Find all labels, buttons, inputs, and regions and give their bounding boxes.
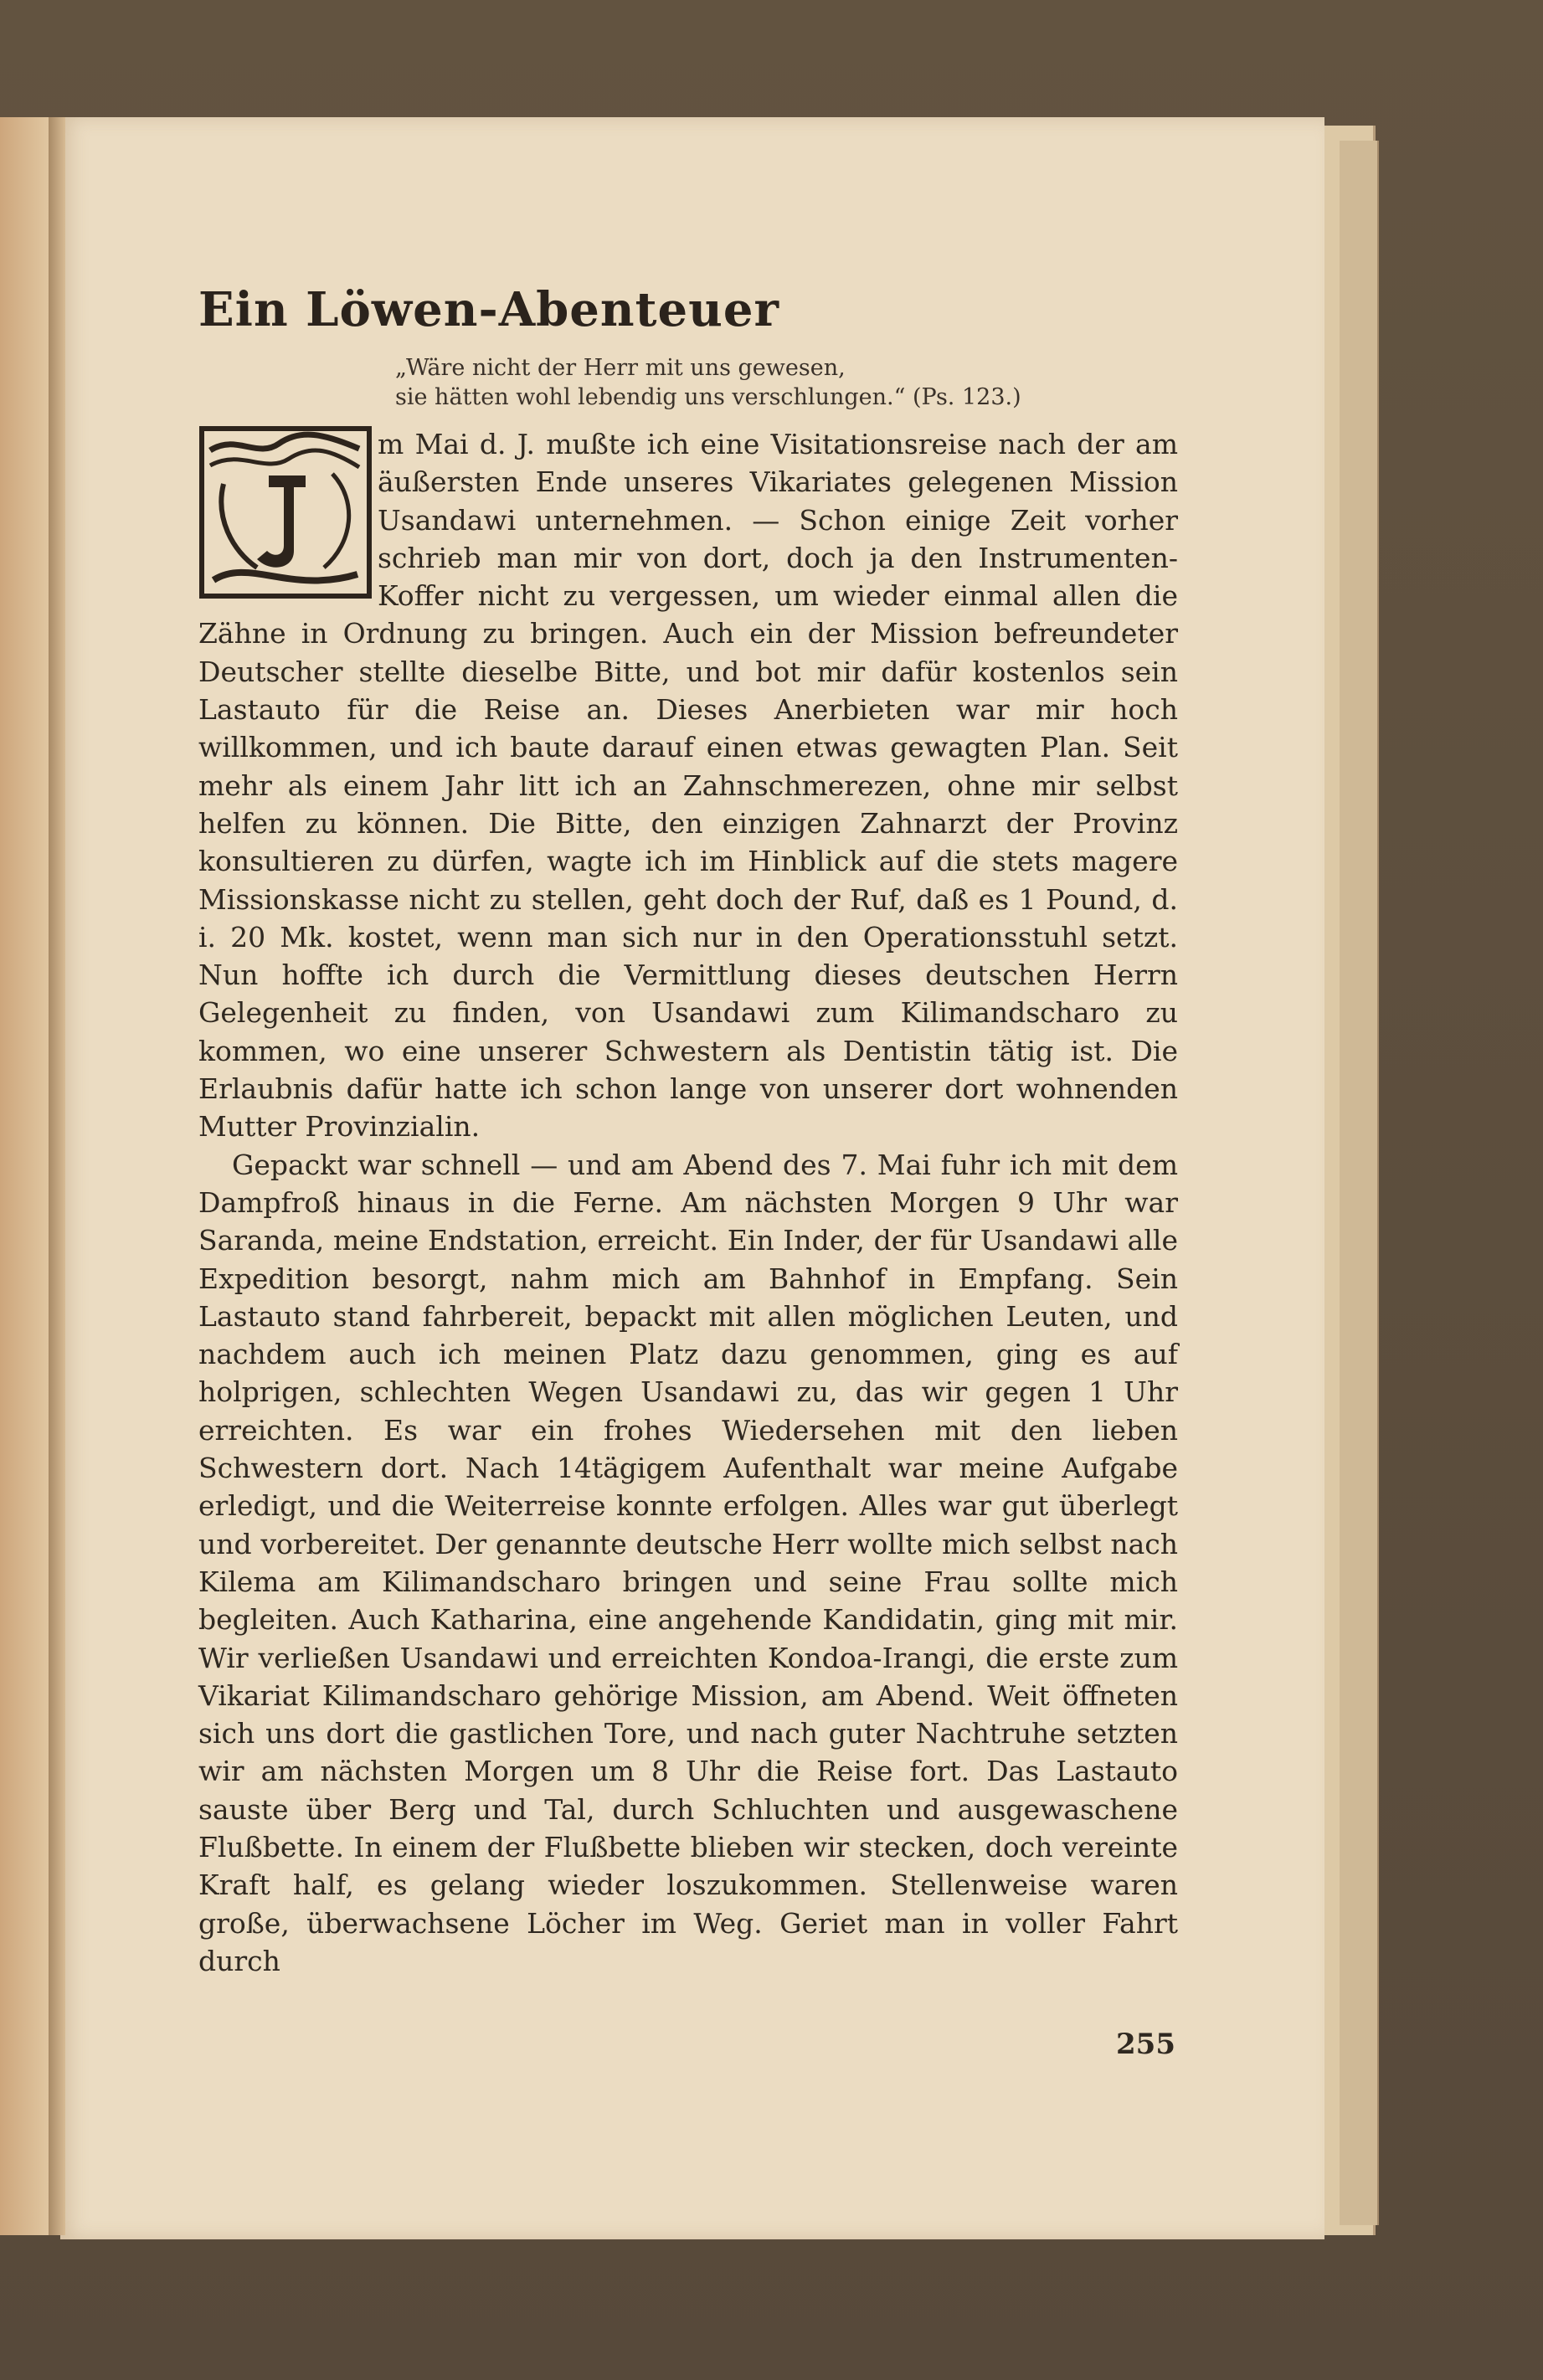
paragraph: Gepackt war schnell — und am Abend des 7. Mai fuhr ich mit dem Dampfroß hinaus in die Ferne. Am nächsten Morgen 9 Uhr war Saranda, meine Endstation, erreicht. Ein Inder, der für Usandawi alle Expedition besorgt, nahm mich am Bahnhof in Empfang. Sein Lastauto stand fahrbereit, bepackt mit allen möglichen Leuten, und nachdem auch ich meinen Platz dazu genommen, ging es auf holprigen, schlechten Wegen Usandawi zu, das wir gegen 1 Uhr erreichten. Es war ein frohes Wiedersehen mit den lieben Schwestern dort. Nach 14tägigem Aufenthalt war meine Aufgabe erledigt, und die Weiterreise konnte erfolgen. Alles war gut überlegt und vorbereitet. Der genannte deutsche Herr wollte mich selbst nach Kilema am Kilimandscharo bringen und seine Frau sollte mich begleiten. Auch Katharina, eine angehende Kandidatin, ging mit mir. Wir verließen Usandawi und erreichten Kondoa-Irangi, die erste zum Vikariat Kilimandscharo gehörige Mission, am Abend. Weit öffneten sich uns dort die gastlichen Tore, und nach guter Nachtruhe setzten wir am nächsten Morgen um 8 Uhr die Reise fort. Das Lastauto sauste über Berg und Tal, durch Schluchten und ausgewaschene Flußbette. In einem der Flußbette blieben wir stecken, doch vereinte Kraft half, es gelang wieder loszukommen. Stellenweise waren große, überwachsene Löcher im Weg. Geriet man in voller Fahrt durch <box>198 1148 1178 1977</box>
epigraph-line: sie hätten wohl lebendig uns verschlungen.“ (Ps. 123.) <box>395 384 1021 410</box>
article-title: Ein Löwen-Abenteuer <box>198 282 779 337</box>
ornamental-initial-icon <box>198 425 373 599</box>
paragraph: m Mai d. J. mußte ich eine Visitationsreise nach der am äußersten Ende unseres Vikariates gelegenen Mission Usandawi unternehmen. — Schon einige Zeit vorher schrieb man mir von dort, doch ja den Instrumenten-Koffer nicht zu vergessen, um wieder einmal allen die Zähne in Ordnung zu bringen. Auch ein der Mission befreundeter Deutscher stellte dieselbe Bitte, und bot mir dafür kostenlos sein Lastauto für die Reise an. Dieses Anerbieten war mir hoch willkommen, und ich baute darauf einen etwas gewagten Plan. Seit mehr als einem Jahr litt ich an Zahnschmerezen, ohne mir selbst helfen zu können. Die Bitte, den einzigen Zahnarzt der Provinz konsultieren zu dürfen, wagte ich im Hinblick auf die stets magere Missionskasse nicht zu stellen, geht doch der Ruf, daß es 1 Pound, d. i. 20 Mk. kostet, wenn man sich nur in den Operationsstuhl setzt. Nun hoffte ich durch die Vermittlung dieses deutschen Herrn Gelegenheit zu finden, von Usandawi zum Kilimandscharo zu kommen, wo eine unserer Schwestern als Dentistin tätig ist. Die Erlaubnis dafür hatte ich schon lange von unserer dort wohnenden Mutter Provinzialin. <box>198 428 1178 1144</box>
epigraph <box>395 353 1178 412</box>
book-gutter <box>49 117 65 2235</box>
page-stack-edge-inner <box>1340 141 1379 2225</box>
page-content <box>198 276 1178 1980</box>
page-number: 255 <box>1116 2028 1175 2061</box>
epigraph-line: „Wäre nicht der Herr mit uns gewesen, <box>395 355 846 381</box>
drop-cap-letter: I <box>285 542 286 543</box>
article-body <box>198 425 1178 1980</box>
drop-cap <box>198 425 373 599</box>
